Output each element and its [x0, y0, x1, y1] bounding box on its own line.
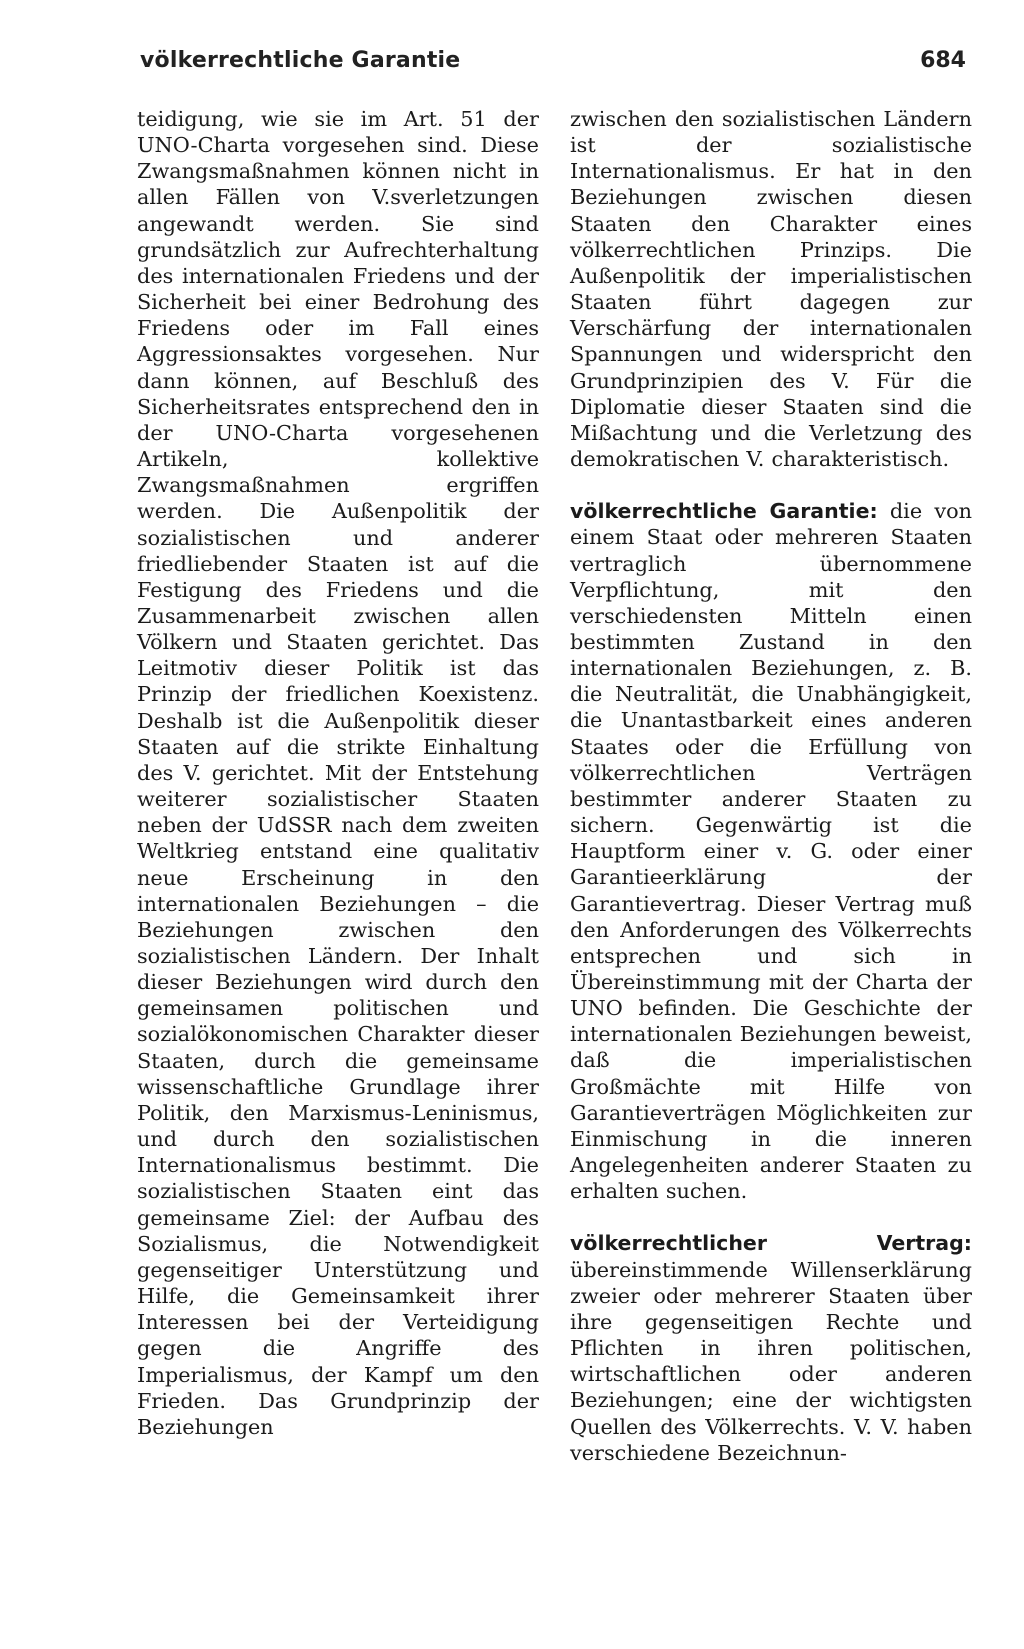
running-head: völkerrechtliche Garantie: [140, 48, 461, 73]
entry-voelkerrechtlicher-vertrag: [570, 1230, 972, 1465]
page-number: 684: [920, 48, 966, 73]
left-column: [137, 106, 539, 1440]
entry-voelkerrechtliche-garantie: [570, 498, 972, 1204]
left-column-text: teidigung, wie sie im Art. 51 der UNO-Charta vorgesehen sind. Diese Zwangsmaßnahmen können nicht in allen Fällen von V.sverletzungen angewandt werden. Sie sind grundsätzlich zur Aufrechterhaltung des internationalen Friedens und der Sicherheit bei einer Bedrohung des Friedens oder im Fall eines Aggressionsaktes vorgesehen. Nur dann können, auf Beschluß des Sicherheitsrates entsprechend den in der UNO-Charta vorgesehenen Artikeln, kollektive Zwangsmaßnahmen ergriffen werden. Die Außenpolitik der sozialistischen und anderer friedliebender Staaten ist auf die Festigung des Friedens und die Zusammenarbeit zwischen allen Völkern und Staaten gerichtet. Das Leitmotiv dieser Politik ist das Prinzip der friedlichen Koexistenz. Deshalb ist die Außenpolitik dieser Staaten auf die strikte Einhaltung des V. gerichtet. Mit der Entstehung weiterer sozialistischer Staaten neben der UdSSR nach dem zweiten Weltkrieg entstand eine qualitativ neue Erscheinung in den internationalen Beziehungen – die Beziehungen zwischen den sozialistischen Ländern. Der Inhalt dieser Beziehungen wird durch den gemeinsamen politischen und sozialökonomischen Charakter dieser Staaten, durch die gemeinsame wissenschaftliche Grundlage ihrer Politik, den Marxismus-Leninismus, und durch den sozialistischen Internationalismus bestimmt. Die sozialistischen Staaten eint das gemeinsame Ziel: der Aufbau des Sozialismus, die Notwendigkeit gegenseitiger Unterstützung und Hilfe, die Gemeinsamkeit ihrer Interessen bei der Verteidigung gegen die Angriffe des Imperialismus, der Kampf um den Frieden. Das Grundprinzip der Beziehungen: [137, 107, 539, 1439]
right-column: [570, 106, 972, 1466]
continuation-paragraph: [570, 106, 972, 472]
entry-term: völkerrechtlicher Vertrag:: [570, 1231, 972, 1256]
entry-paragraph: [570, 1230, 972, 1465]
continuation-text: zwischen den sozialistischen Ländern ist der sozialistische Internationalismus. Er hat in den Beziehungen zwischen diesen Staaten den Charakter eines völkerrechtlichen Prinzips. Die Außenpolitik der imperialistischen Staaten führt dagegen zur Verschärfung der internationalen Spannungen und widerspricht den Grundprinzipien des V. Für die Diplomatie dieser Staaten sind die Mißachtung und die Verletzung des demokratischen V. charakteristisch.: [570, 107, 972, 472]
entry-definition: übereinstimmende Willenserklärung zweier oder mehrerer Staaten über ihre gegenseitigen Rechte und Pflichten in ihren politischen, wirtschaftlichen oder anderen Beziehungen; eine der wichtigsten Quellen des Völkerrechts. V. V. haben verschiedene Bezeichnun-: [570, 1257, 972, 1465]
entry-paragraph: [570, 498, 972, 1204]
entry-term: völkerrechtliche Garantie:: [570, 499, 878, 524]
entry-definition: die von einem Staat oder mehreren Staaten vertraglich übernommene Verpflichtung, mit den verschiedensten Mitteln einen bestimmten Zustand in den internationalen Beziehungen, z. B. die Neutralität, die Unabhängigkeit, die Unantastbarkeit eines anderen Staates oder die Erfüllung von völkerrechtlichen Verträgen bestimmter anderer Staaten zu sichern. Gegenwärtig ist die Hauptform einer v. G. oder einer Garantieerklärung der Garantievertrag. Dieser Vertrag muß den Anforderungen des Völkerrechts entsprechen und sich in Übereinstimmung mit der Charta der UNO befinden. Die Geschichte der internationalen Beziehungen beweist, daß die imperialistischen Großmächte mit Hilfe von Garantieverträgen Möglichkeiten zur Einmischung in die inneren Angelegenheiten anderer Staaten zu erhalten suchen.: [570, 499, 972, 1204]
